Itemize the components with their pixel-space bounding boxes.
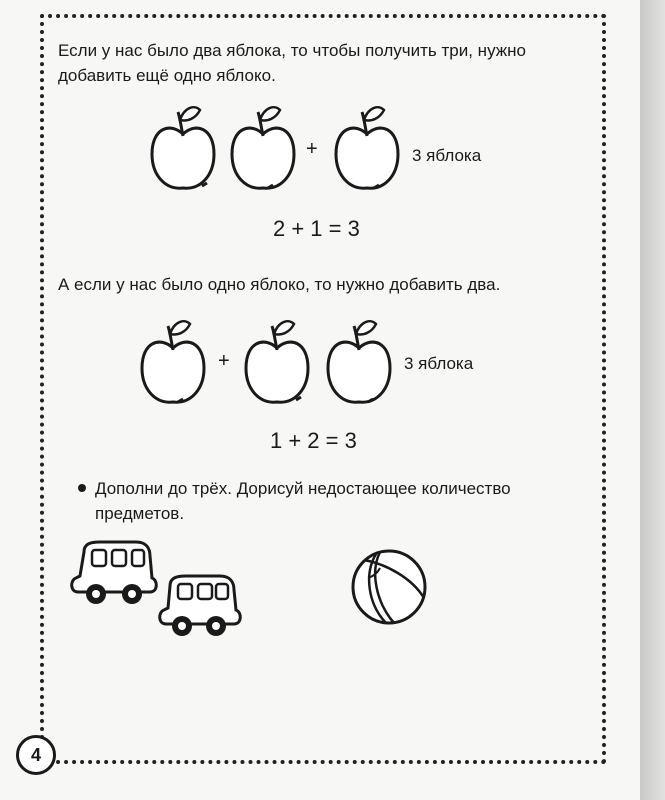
apple-icon [334, 104, 400, 196]
apple-icon [140, 318, 206, 410]
apples-caption: 3 яблока [404, 354, 474, 373]
page-edge-shadow [640, 0, 665, 800]
plus-sign: + [218, 350, 230, 372]
car-icon [158, 574, 244, 638]
apple-icon [230, 104, 296, 196]
plus-sign: + [306, 138, 318, 160]
apple-icon [244, 318, 310, 410]
dotted-frame [40, 14, 606, 764]
apple-icon [326, 318, 392, 410]
page-number: 4 [16, 735, 56, 775]
car-icon [70, 540, 160, 608]
equation: 1 + 2 = 3 [270, 428, 357, 453]
bullet [78, 484, 86, 492]
apple-icon [150, 104, 216, 196]
apples-caption: 3 яблока [412, 146, 482, 165]
ball-icon [350, 548, 428, 626]
second-text: А если у нас было одно яблоко, то нужно добавить два. [58, 275, 501, 294]
intro-text: Если у нас было два яблока, то чтобы получить три, нужно добавить ещё одно яблоко. [58, 41, 526, 85]
equation: 2 + 1 = 3 [273, 216, 360, 241]
task-text: Дополни до трёх. Дорисуй недостающее количество предметов. [95, 479, 511, 523]
